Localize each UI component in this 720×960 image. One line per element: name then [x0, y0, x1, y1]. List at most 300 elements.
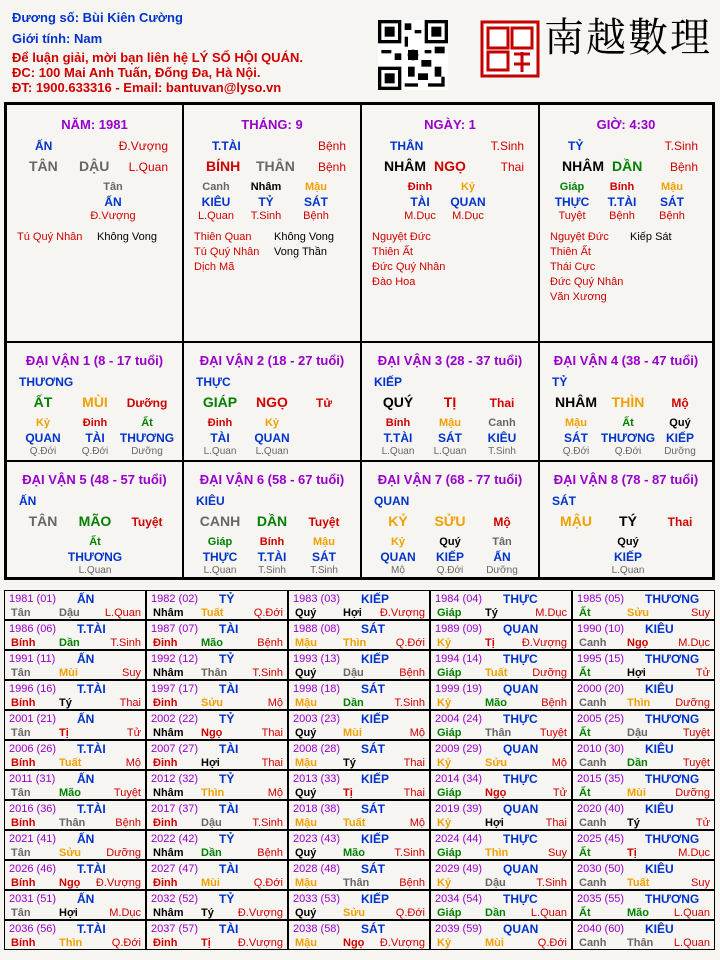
- year-state: Đ.Vượng: [379, 937, 425, 949]
- year-state: Mộ: [551, 757, 567, 769]
- year-cell: [572, 590, 715, 620]
- year-god: KIÊU: [645, 802, 674, 816]
- dai-van-cell: [361, 342, 539, 461]
- year-label: 1990 (10): [577, 623, 625, 635]
- year-cell: [146, 920, 288, 950]
- year-god: KIẾP: [361, 712, 390, 726]
- qr-code-icon: [378, 20, 448, 90]
- year-cell: [288, 710, 430, 740]
- year-cell: [4, 650, 146, 680]
- year-stem: Đinh: [153, 757, 178, 769]
- year-god: THƯƠNG: [645, 832, 700, 846]
- year-branch: Hợi: [343, 607, 362, 619]
- hidden-state: Đ.Vượng: [90, 210, 136, 222]
- year-cell: [430, 920, 572, 950]
- hidden-stem: Tân: [103, 181, 123, 193]
- hidden-stem: Đinh: [207, 417, 233, 429]
- year-god: QUAN: [503, 862, 539, 876]
- year-stem: Bính: [11, 937, 36, 949]
- pillar-cell: [361, 104, 539, 342]
- heaven-god: T.TÀI: [212, 139, 241, 153]
- year-god: T.TÀI: [77, 742, 106, 756]
- dai-van-cell: [183, 342, 361, 461]
- dai-van-title: ĐẠI VẬN 8 (78 - 87 tuổi): [553, 472, 699, 487]
- year-label: 1982 (02): [151, 593, 199, 605]
- top-state: Bệnh: [317, 139, 346, 153]
- star-good: Dịch Mã: [194, 261, 235, 273]
- year-label: 2007 (27): [151, 743, 199, 755]
- year-branch: Dần: [201, 847, 222, 859]
- hidden-stem: Canh: [488, 417, 516, 429]
- year-label: 2034 (54): [435, 893, 483, 905]
- year-state: T.Sinh: [252, 667, 283, 679]
- year-label: 1988 (08): [293, 623, 341, 635]
- year-branch: Hợi: [59, 907, 78, 919]
- year-cell: [288, 650, 430, 680]
- hidden-god: THỰC: [554, 195, 590, 209]
- year-state: T.Sinh: [394, 847, 425, 859]
- year-label: 2024 (44): [435, 833, 483, 845]
- dai-van-state: Dưỡng: [126, 396, 168, 410]
- hidden-god: THƯƠNG: [119, 431, 175, 445]
- year-branch: Thìn: [59, 937, 83, 949]
- year-god: TỶ: [219, 592, 235, 606]
- year-cell: [4, 680, 146, 710]
- year-state: Mộ: [267, 787, 283, 799]
- year-label: 1993 (13): [293, 653, 341, 665]
- year-state: L.Quan: [104, 607, 141, 619]
- star-other: Kiếp Sát: [630, 231, 672, 243]
- year-label: 1981 (01): [9, 593, 57, 605]
- year-cell: [572, 770, 715, 800]
- year-god: TỶ: [219, 772, 235, 786]
- year-state: T.Sinh: [394, 697, 425, 709]
- year-state: Q.Đới: [253, 877, 283, 889]
- year-state: Đ.Vượng: [237, 937, 283, 949]
- heaven-god: TỶ: [568, 139, 584, 153]
- star-good: Thiên Ất: [372, 246, 413, 258]
- hidden-stem: Mậu: [305, 181, 327, 193]
- dai-van-cell: [6, 342, 183, 461]
- chart-grid: [4, 102, 715, 580]
- year-state: Mộ: [125, 757, 141, 769]
- year-god: QUAN: [503, 742, 539, 756]
- year-label: 2012 (32): [151, 773, 199, 785]
- year-cell: [572, 830, 715, 860]
- star-other: Không Vong: [274, 231, 334, 243]
- year-state: Thai: [261, 757, 283, 769]
- year-state: Mộ: [409, 817, 425, 829]
- year-god: THƯƠNG: [645, 592, 700, 606]
- branch-state: L.Quan: [128, 160, 168, 174]
- star-good: Văn Xương: [550, 291, 607, 303]
- year-state: L.Quan: [673, 937, 710, 949]
- heaven-stem: NHÂM: [562, 158, 604, 174]
- year-god: SÁT: [361, 622, 385, 636]
- year-cell: [288, 860, 430, 890]
- year-state: Bệnh: [115, 817, 141, 829]
- year-state: M.Dục: [678, 847, 710, 859]
- dai-van-title: ĐẠI VẬN 6 (58 - 67 tuổi): [199, 472, 345, 487]
- year-label: 1995 (15): [577, 653, 625, 665]
- year-label: 2008 (28): [293, 743, 341, 755]
- star-other: Không Vong: [97, 231, 157, 243]
- year-branch: Ngọ: [343, 937, 365, 949]
- year-branch: Sửu: [343, 907, 366, 919]
- dai-van-cell: [539, 461, 713, 578]
- hidden-god: KIÊU: [201, 195, 231, 209]
- year-label: 2013 (33): [293, 773, 341, 785]
- year-god: KIẾP: [361, 592, 390, 606]
- hidden-stem: Quý: [439, 536, 461, 548]
- year-stem: Giáp: [437, 847, 462, 859]
- hidden-state: L.Quan: [255, 446, 289, 457]
- year-branch: Mão: [201, 637, 223, 649]
- dai-van-state: Tuyệt: [131, 515, 163, 529]
- year-state: Thai: [119, 697, 141, 709]
- year-stem: Bính: [11, 697, 36, 709]
- hidden-state: Q.Đới: [614, 446, 642, 457]
- hidden-god: QUAN: [25, 431, 61, 445]
- dai-van-god: ẤN: [19, 494, 37, 508]
- year-state: Đ.Vượng: [95, 877, 141, 889]
- year-god: TỶ: [219, 832, 235, 846]
- dai-van-stem: ẤT: [33, 394, 53, 410]
- year-cell: [572, 710, 715, 740]
- year-branch: Sửu: [201, 697, 224, 709]
- year-branch: Tý: [59, 697, 72, 709]
- dai-van-state: Mộ: [493, 515, 511, 529]
- year-cell: [430, 800, 572, 830]
- year-branch: Mão: [485, 697, 507, 709]
- year-stem: Đinh: [153, 817, 178, 829]
- year-label: 2038 (58): [293, 923, 341, 935]
- year-branch: Dần: [485, 907, 506, 919]
- year-god: THỰC: [503, 892, 538, 906]
- year-god: THỰC: [503, 592, 538, 606]
- hidden-stem: Kỷ: [460, 181, 476, 193]
- year-cell: [146, 680, 288, 710]
- dai-van-state: Mộ: [671, 396, 689, 410]
- year-label: 2004 (24): [435, 713, 483, 725]
- year-god: SÁT: [361, 742, 385, 756]
- pillar-title: NGÀY: 1: [424, 117, 476, 132]
- dai-van-god: KIÊU: [196, 494, 225, 508]
- year-god: KIÊU: [645, 682, 674, 696]
- year-god: KIẾP: [361, 832, 390, 846]
- year-god: TÀI: [219, 862, 239, 876]
- year-label: 1992 (12): [151, 653, 199, 665]
- year-god: ẤN: [77, 772, 95, 786]
- year-branch: Mão: [627, 907, 649, 919]
- year-god: KIẾP: [361, 892, 390, 906]
- hidden-state: Dưỡng: [131, 446, 163, 457]
- hidden-stem: Nhâm: [250, 181, 282, 193]
- hidden-god: QUAN: [450, 195, 486, 209]
- earth-branch: DẦN: [612, 158, 643, 174]
- year-label: 1984 (04): [435, 593, 483, 605]
- year-stem: Canh: [579, 757, 607, 769]
- hidden-god: SÁT: [660, 195, 684, 209]
- hidden-state: Bệnh: [303, 210, 329, 222]
- year-god: KIÊU: [645, 742, 674, 756]
- year-cell: [4, 830, 146, 860]
- year-state: Bệnh: [541, 697, 567, 709]
- year-state: Q.Đới: [111, 937, 141, 949]
- year-state: Q.Đới: [395, 637, 425, 649]
- year-branch: Thìn: [627, 697, 651, 709]
- year-stem: Quý: [295, 787, 317, 799]
- year-label: 2009 (29): [435, 743, 483, 755]
- year-cell: [146, 710, 288, 740]
- year-god: TỶ: [219, 712, 235, 726]
- year-label: 2016 (36): [9, 803, 57, 815]
- year-cell: [146, 800, 288, 830]
- hidden-state: M.Dục: [452, 210, 484, 222]
- hidden-stem: Quý: [617, 536, 639, 548]
- year-stem: Giáp: [437, 667, 462, 679]
- year-cell: [146, 740, 288, 770]
- year-stem: Quý: [295, 907, 317, 919]
- year-label: 2020 (40): [577, 803, 625, 815]
- year-god: T.TÀI: [77, 802, 106, 816]
- dai-van-god: TỶ: [552, 375, 568, 389]
- year-god: SÁT: [361, 862, 385, 876]
- year-cell: [430, 590, 572, 620]
- year-state: Tử: [126, 727, 141, 739]
- year-cell: [288, 830, 430, 860]
- year-cell: [430, 620, 572, 650]
- year-state: Q.Đới: [395, 907, 425, 919]
- year-label: 1996 (16): [9, 683, 57, 695]
- year-cell: [430, 890, 572, 920]
- year-stem: Ất: [579, 667, 591, 679]
- year-stem: Ất: [579, 607, 591, 619]
- hidden-state: Tuyệt: [558, 210, 586, 222]
- dai-van-god: THƯƠNG: [19, 375, 74, 389]
- year-stem: Ất: [579, 907, 591, 919]
- pillar-title: THÁNG: 9: [241, 117, 303, 132]
- year-cell: [572, 680, 715, 710]
- hidden-god: ẤN: [104, 195, 122, 209]
- year-branch: Thân: [485, 727, 512, 739]
- year-state: Thai: [545, 817, 567, 829]
- year-branch: Tý: [201, 907, 214, 919]
- year-god: T.TÀI: [77, 862, 106, 876]
- year-cell: [146, 590, 288, 620]
- year-stem: Giáp: [437, 607, 462, 619]
- dai-van-title: ĐẠI VẬN 7 (68 - 77 tuổi): [377, 472, 523, 487]
- heaven-stem: TÂN: [29, 158, 58, 174]
- year-state: L.Quan: [673, 907, 710, 919]
- year-stem: Tân: [11, 847, 31, 859]
- year-branch: Thân: [201, 667, 228, 679]
- year-branch: Tuất: [627, 877, 650, 889]
- hidden-stem: Bính: [259, 536, 285, 548]
- year-state: Tử: [695, 667, 710, 679]
- year-cell: [4, 710, 146, 740]
- year-stem: Kỷ: [437, 877, 452, 889]
- year-state: T.Sinh: [536, 877, 567, 889]
- star-other: Vong Thần: [274, 246, 328, 258]
- hidden-god: T.TÀI: [607, 195, 637, 209]
- year-stem: Quý: [295, 607, 317, 619]
- year-label: 2023 (43): [293, 833, 341, 845]
- hidden-state: Mộ: [391, 565, 405, 576]
- year-label: 1994 (14): [435, 653, 483, 665]
- pillar-title: GIỜ: 4:30: [596, 117, 656, 132]
- year-branch: Tuất: [485, 667, 508, 679]
- year-stem: Mậu: [295, 697, 317, 709]
- year-god: TÀI: [219, 922, 239, 936]
- hidden-state: T.Sinh: [258, 565, 286, 576]
- year-state: Tuyệt: [539, 727, 567, 739]
- year-god: TÀI: [219, 742, 239, 756]
- year-branch: Hợi: [627, 667, 646, 679]
- year-stem: Giáp: [437, 907, 462, 919]
- year-cell: [288, 890, 430, 920]
- dai-van-state: Tuyệt: [308, 515, 340, 529]
- year-label: 2005 (25): [577, 713, 625, 725]
- dai-van-god: QUAN: [374, 494, 410, 508]
- hidden-state: L.Quan: [433, 446, 467, 457]
- hidden-stem: Canh: [202, 181, 230, 193]
- hidden-state: Q.Đới: [29, 446, 57, 457]
- dai-van-title: ĐẠI VẬN 2 (18 - 27 tuổi): [199, 353, 345, 368]
- top-state: T.Sinh: [664, 139, 698, 153]
- hidden-stem: Kỷ: [264, 417, 280, 429]
- year-cell: [4, 800, 146, 830]
- heaven-god: THÂN: [390, 139, 424, 153]
- year-label: 2022 (42): [151, 833, 199, 845]
- dai-van-title: ĐẠI VẬN 4 (38 - 47 tuổi): [553, 353, 699, 368]
- hidden-stem: Đinh: [82, 417, 108, 429]
- year-state: Bệnh: [257, 847, 283, 859]
- hidden-stem: Ất: [141, 417, 153, 429]
- year-branch: Tị: [343, 787, 353, 799]
- year-cell: [572, 920, 715, 950]
- star-good: Tú Quý Nhân: [194, 246, 260, 258]
- year-state: Đ.Vượng: [237, 907, 283, 919]
- hidden-state: L.Quan: [611, 565, 645, 576]
- year-branch: Dần: [59, 637, 80, 649]
- year-stem: Bính: [11, 817, 36, 829]
- star-good: Đức Quý Nhân: [372, 261, 446, 273]
- year-branch: Tuất: [343, 817, 366, 829]
- year-stem: Canh: [579, 637, 607, 649]
- year-label: 1983 (03): [293, 593, 341, 605]
- hidden-state: Dưỡng: [664, 446, 696, 457]
- year-god: KIẾP: [361, 652, 390, 666]
- year-god: QUAN: [503, 922, 539, 936]
- year-cell: [430, 710, 572, 740]
- year-stem: Đinh: [153, 877, 178, 889]
- year-cell: [4, 860, 146, 890]
- year-god: KIÊU: [645, 862, 674, 876]
- year-branch: Dần: [627, 757, 648, 769]
- year-stem: Tân: [11, 667, 31, 679]
- pillar-title: NĂM: 1981: [61, 117, 128, 132]
- year-cell: [288, 680, 430, 710]
- year-cell: [146, 620, 288, 650]
- hidden-stem: Tân: [492, 536, 512, 548]
- year-god: ẤN: [77, 592, 95, 606]
- year-state: Tuyệt: [113, 787, 141, 799]
- year-cell: [430, 740, 572, 770]
- year-stem: Canh: [579, 697, 607, 709]
- year-god: KIÊU: [645, 922, 674, 936]
- hidden-state: Q.Đới: [436, 565, 464, 576]
- year-branch: Mùi: [59, 667, 78, 679]
- year-god: ẤN: [77, 892, 95, 906]
- year-branch: Tý: [485, 607, 498, 619]
- year-stem: Giáp: [437, 727, 462, 739]
- heaven-god: ẤN: [35, 139, 53, 153]
- year-god: SÁT: [361, 682, 385, 696]
- year-cell: [572, 650, 715, 680]
- year-god: ẤN: [77, 652, 95, 666]
- dai-van-stem: MẬU: [560, 513, 592, 529]
- hidden-god: THƯƠNG: [600, 431, 656, 445]
- year-branch: Tuất: [201, 607, 224, 619]
- year-branch: Sửu: [59, 847, 82, 859]
- year-cell: [146, 770, 288, 800]
- year-branch: Thìn: [343, 637, 367, 649]
- year-state: Tử: [552, 787, 567, 799]
- year-god: KIẾP: [361, 772, 390, 786]
- year-branch: Dậu: [485, 877, 506, 889]
- year-cell: [288, 800, 430, 830]
- year-god: THƯƠNG: [645, 772, 700, 786]
- year-branch: Tị: [59, 727, 69, 739]
- year-stem: Nhâm: [153, 607, 184, 619]
- hidden-god: ẤN: [493, 550, 511, 564]
- hidden-stem: Đinh: [407, 181, 433, 193]
- year-cell: [572, 620, 715, 650]
- year-god: KIÊU: [645, 622, 674, 636]
- year-branch: Ngọ: [201, 727, 223, 739]
- year-branch: Mão: [59, 787, 81, 799]
- year-branch: Ngọ: [627, 637, 649, 649]
- dai-van-branch: MÃO: [78, 513, 112, 529]
- year-branch: Sửu: [627, 607, 650, 619]
- brand-title: 南越數理: [544, 15, 712, 61]
- year-label: 2040 (60): [577, 923, 625, 935]
- pillar-cell: [183, 104, 361, 342]
- year-label: 2029 (49): [435, 863, 483, 875]
- hidden-state: Q.Đới: [562, 446, 590, 457]
- branch-state: Bệnh: [317, 160, 346, 174]
- year-god: TÀI: [219, 802, 239, 816]
- year-label: 2010 (30): [577, 743, 625, 755]
- heaven-stem: BÍNH: [206, 158, 241, 174]
- year-cell: [430, 680, 572, 710]
- year-cell: [4, 920, 146, 950]
- hidden-state: Dưỡng: [486, 565, 518, 576]
- year-stem: Canh: [579, 937, 607, 949]
- year-stem: Mậu: [295, 637, 317, 649]
- year-label: 2025 (45): [577, 833, 625, 845]
- year-branch: Tuất: [59, 757, 82, 769]
- year-branch: Tị: [201, 937, 211, 949]
- year-cell: [288, 920, 430, 950]
- year-cell: [430, 860, 572, 890]
- year-label: 2032 (52): [151, 893, 199, 905]
- dai-van-branch: TỊ: [443, 394, 457, 410]
- year-label: 2026 (46): [9, 863, 57, 875]
- hidden-state: T.Sinh: [250, 210, 282, 222]
- earth-branch: THÂN: [256, 158, 295, 174]
